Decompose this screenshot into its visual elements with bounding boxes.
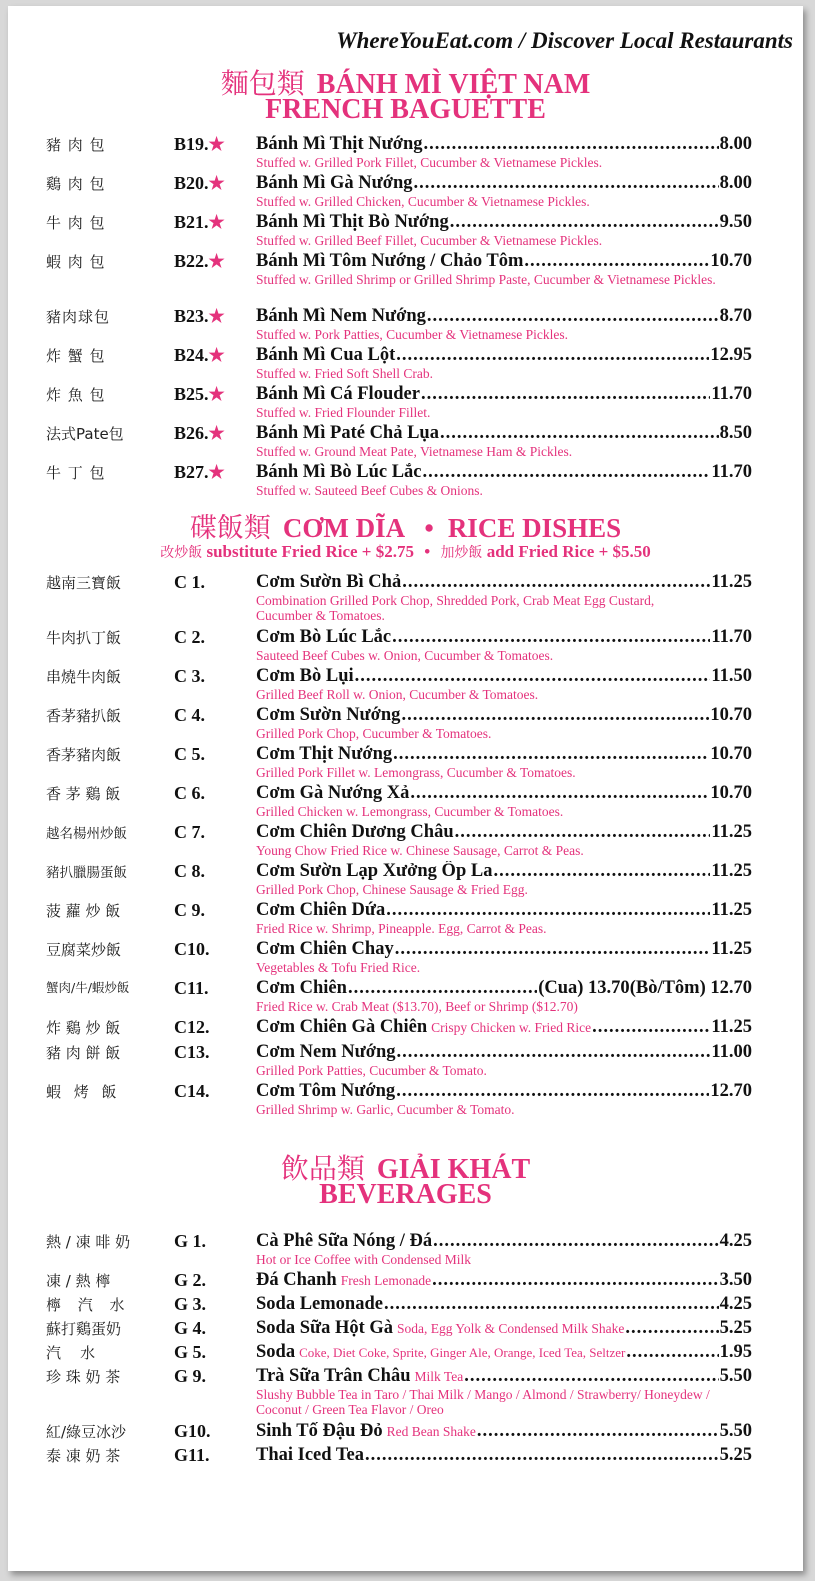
item-line	[256, 1294, 752, 1315]
item-price: 11.70	[711, 462, 752, 482]
item-price: 5.50	[719, 1366, 752, 1386]
item-price: 11.25	[711, 900, 752, 920]
item-chinese-name: 菠 蘿 炒 飯	[46, 902, 121, 920]
item-price: 9.50	[719, 212, 752, 232]
item-line	[256, 627, 752, 648]
item-description: Stuffed w. Ground Meat Pate, Vietnamese Ham & Pickles.	[256, 444, 573, 459]
item-name: Cơm Gà Nướng Xả	[256, 783, 410, 803]
item-code: G 5.	[174, 1342, 207, 1362]
item-code: C 1.	[174, 572, 205, 592]
item-chinese-name: 檸 汽 水	[46, 1296, 131, 1314]
item-line	[256, 1421, 752, 1442]
item-price: 11.70	[711, 627, 752, 647]
rice-title-en: RICE DISHES	[447, 513, 622, 543]
item-price: 12.70	[710, 1081, 752, 1101]
item-code: C 2.	[174, 627, 205, 647]
item-code: C13.	[174, 1042, 210, 1062]
item-chinese-name: 串燒牛肉飯	[46, 668, 122, 686]
item-price: 10.70	[710, 783, 752, 803]
item-description: Stuffed w. Grilled Shrimp or Grilled Shrimp Paste, Cucumber & Vietnamese Pickles.	[256, 272, 716, 287]
item-name: Cơm Sườn Bì Chả	[256, 572, 402, 592]
item-line	[256, 1270, 752, 1291]
item-chinese-name: 牛 丁 包	[46, 464, 106, 482]
item-price: 11.25	[711, 1017, 752, 1037]
item-name: Bánh Mì Tôm Nướng / Chảo Tôm	[256, 251, 524, 271]
item-name: Cơm Bò Lúc Lắc	[256, 627, 392, 647]
item-name: Cơm Chiên Dứa	[256, 900, 386, 920]
item-name: Sinh Tố Đậu Đỏ	[256, 1421, 383, 1441]
item-inline-description: Soda, Egg Yolk & Condensed Milk Shake	[397, 1321, 625, 1336]
item-inline-description: Crispy Chicken w. Fried Rice	[431, 1020, 592, 1035]
star-icon: ★	[208, 345, 225, 365]
item-price: 4.25	[719, 1294, 752, 1314]
item-line	[256, 939, 752, 960]
beverages-title-cn: 飲品類	[280, 1152, 365, 1185]
item-line	[256, 173, 752, 194]
item-code: G 2.	[174, 1270, 207, 1290]
item-chinese-name: 熱 / 凍 啡 奶	[46, 1233, 131, 1251]
item-description: Grilled Beef Roll w. Onion, Cucumber & Tomatoes.	[256, 687, 539, 702]
item-code: B26.★	[174, 423, 225, 443]
item-description: Grilled Chicken w. Lemongrass, Cucumber & Tomatoes.	[256, 804, 564, 819]
item-name: Cơm Tôm Nướng	[256, 1081, 396, 1101]
item-price: 11.25	[711, 939, 752, 959]
item-name: Cơm Chiên Gà Chiên	[256, 1017, 428, 1037]
item-code: G11.	[174, 1445, 210, 1465]
star-icon: ★	[208, 251, 225, 271]
item-price: 12.95	[710, 345, 752, 365]
item-code: C 8.	[174, 861, 205, 881]
item-line	[256, 822, 752, 843]
item-chinese-name: 炸 魚 包	[46, 386, 106, 404]
item-code: B21.★	[174, 212, 225, 232]
item-line	[256, 251, 752, 272]
item-chinese-name: 蘇打鷄蛋奶	[46, 1320, 122, 1338]
item-code: G 3.	[174, 1294, 207, 1314]
item-chinese-name: 豬肉球包	[46, 308, 111, 326]
rice-title-vn: CƠM DĨA	[282, 513, 404, 543]
item-code: G 9.	[174, 1366, 207, 1386]
item-chinese-name: 香 茅 鷄 飯	[46, 785, 121, 803]
item-line	[256, 1318, 752, 1339]
item-chinese-name: 牛肉扒丁飯	[46, 629, 122, 647]
item-line	[256, 978, 752, 999]
item-price: 11.25	[711, 822, 752, 842]
star-icon: ★	[208, 306, 225, 326]
item-price: 5.25	[719, 1318, 752, 1338]
item-description: Grilled Pork Fillet w. Lemongrass, Cucumber & Tomatoes.	[256, 765, 576, 780]
item-line	[256, 306, 752, 327]
item-price: 8.00	[719, 134, 752, 154]
item-code: B22.★	[174, 251, 225, 271]
item-line	[256, 705, 752, 726]
item-code: C 4.	[174, 705, 205, 725]
item-name: Cơm Thịt Nướng	[256, 744, 393, 764]
item-price: 3.50	[719, 1270, 752, 1290]
item-name: Cơm Sườn Lạp Xưởng Ốp La	[256, 861, 493, 881]
item-name: Thai Iced Tea	[256, 1445, 364, 1465]
item-description: Slushy Bubble Tea in Taro / Thai Milk / Mango / Almond / Strawberry/ Honeydew / Coconut / Green Tea Flavor / Oreo	[256, 1387, 710, 1417]
item-line	[256, 1445, 752, 1466]
item-inline-description: Red Bean Shake	[386, 1424, 476, 1439]
beverages-title-en: BEVERAGES	[319, 1179, 492, 1210]
item-name: Bánh Mì Paté Chả Lụa	[256, 423, 439, 443]
item-code: C10.	[174, 939, 210, 959]
item-description: Fried Rice w. Crab Meat ($13.70), Beef or Shrimp ($12.70)	[256, 999, 578, 1014]
watermark-text: WhereYouEat.com / Discover Local Restaurants	[336, 28, 793, 53]
item-name: Cơm Chiên	[256, 978, 347, 998]
item-name: Bánh Mì Cua Lột	[256, 345, 396, 365]
star-icon: ★	[208, 212, 225, 232]
item-price: 10.70	[710, 251, 752, 271]
item-code: C 5.	[174, 744, 205, 764]
item-name: Soda Lemonade	[256, 1294, 383, 1314]
item-description: Grilled Pork Chop, Chinese Sausage & Fried Egg.	[256, 882, 528, 897]
item-chinese-name: 豬扒臘腸蛋飯	[46, 865, 127, 881]
banh-mi-title-vn: BÁNH MÌ VIỆT NAM	[316, 69, 591, 100]
item-chinese-name: 汽 水	[46, 1344, 96, 1362]
item-description: Stuffed w. Grilled Beef Fillet, Cucumber & Vietnamese Pickles.	[256, 233, 603, 248]
item-line	[256, 1017, 752, 1038]
item-line	[256, 1081, 752, 1102]
item-chinese-name: 蝦 肉 包	[46, 253, 106, 271]
item-price: 11.50	[711, 666, 752, 686]
item-description: Fried Rice w. Shrimp, Pineapple. Egg, Carrot & Peas.	[256, 921, 547, 936]
item-description: Stuffed w. Fried Flounder Fillet.	[256, 405, 431, 420]
rice-title-cn: 碟飯類	[189, 513, 271, 544]
item-line	[256, 1366, 752, 1387]
item-chinese-name: 香茅豬肉飯	[46, 746, 122, 764]
item-description: Grilled Pork Patties, Cucumber & Tomato.	[256, 1063, 487, 1078]
item-chinese-name: 牛 肉 包	[46, 214, 106, 232]
item-name: Đá Chanh	[256, 1270, 337, 1290]
item-code: B25.★	[174, 384, 225, 404]
item-description: Sauteed Beef Cubes w. Onion, Cucumber & Tomatoes.	[256, 648, 554, 663]
item-line	[256, 1231, 752, 1252]
item-line	[256, 900, 752, 921]
item-price: 10.70	[710, 744, 752, 764]
star-icon: ★	[208, 173, 225, 193]
item-price: 5.50	[719, 1421, 752, 1441]
item-line	[256, 423, 752, 444]
item-price: 4.25	[719, 1231, 752, 1251]
item-price: (Bò/Tôm) 12.70	[629, 978, 752, 998]
item-line	[256, 783, 752, 804]
item-description: Grilled Pork Chop, Cucumber & Tomatoes.	[256, 726, 492, 741]
star-icon: ★	[208, 462, 225, 482]
item-price: 8.70	[719, 306, 752, 326]
item-name: Bánh Mì Bò Lúc Lắc	[256, 462, 422, 482]
item-line	[256, 1342, 752, 1363]
item-code: B27.★	[174, 462, 225, 482]
item-name: Bánh Mì Nem Nướng	[256, 306, 426, 326]
item-name: Cơm Sườn Nướng	[256, 705, 401, 725]
banh-mi-title-cn: 麵包類	[220, 67, 305, 100]
item-description: Combination Grilled Pork Chop, Shredded Pork, Crab Meat Egg Custard, Cucumber & Tomatoes.	[256, 593, 655, 623]
item-code: C 7.	[174, 822, 205, 842]
banh-mi-title-en: FRENCH BAGUETTE	[265, 94, 546, 125]
item-code: G 4.	[174, 1318, 207, 1338]
item-chinese-name: 越南三寶飯	[46, 574, 122, 592]
item-description: Hot or Ice Coffee with Condensed Milk	[256, 1252, 471, 1267]
item-name: Cơm Nem Nướng	[256, 1042, 396, 1062]
item-code: C11.	[174, 978, 209, 998]
item-chinese-name: 法式Pate包	[46, 425, 124, 443]
beverages-title-vn: GIẢI KHÁT	[376, 1154, 531, 1185]
item-name: Bánh Mì Thịt Nướng	[256, 134, 423, 154]
menu-page	[8, 6, 803, 1571]
item-chinese-name: 鷄 肉 包	[46, 175, 106, 193]
rice-substitute-note: 改炒飯 substitute Fried Rice + $2.75 • 加炒飯 add Fried Rice + $5.50	[160, 542, 651, 561]
item-code: G 1.	[174, 1231, 207, 1251]
item-line	[256, 666, 752, 687]
item-price: 10.70	[710, 705, 752, 725]
item-description: Stuffed w. Pork Patties, Cucumber & Vietnamese Pickles.	[256, 327, 569, 342]
item-line	[256, 1042, 752, 1063]
item-chinese-name: 蟹肉/牛/蝦炒飯	[46, 980, 130, 995]
item-chinese-name: 豬 肉 包	[46, 136, 106, 154]
item-chinese-name: 豬 肉 餅 飯	[46, 1044, 121, 1062]
item-code: B23.★	[174, 306, 225, 326]
item-chinese-name: 豆腐菜炒飯	[46, 941, 122, 959]
item-price: 8.00	[719, 173, 752, 193]
item-chinese-name: 泰 凍 奶 茶	[46, 1447, 121, 1465]
item-description: Stuffed w. Grilled Pork Fillet, Cucumber & Vietnamese Pickles.	[256, 155, 603, 170]
item-name: Cà Phê Sữa Nóng / Đá	[256, 1231, 433, 1251]
item-name: Trà Sữa Trân Châu	[256, 1366, 411, 1386]
item-code: C 3.	[174, 666, 205, 686]
item-chinese-name: 炸 鷄 炒 飯	[46, 1019, 121, 1037]
item-description: Grilled Shrimp w. Garlic, Cucumber & Tomato.	[256, 1102, 515, 1117]
item-line	[256, 861, 752, 882]
item-name: Cơm Chiên Dương Châu	[256, 822, 454, 842]
item-name: Soda Sữa Hột Gà	[256, 1318, 394, 1338]
item-name: Cơm Bò Lụi	[256, 666, 354, 686]
title-bullet: •	[424, 513, 434, 543]
item-name: Cơm Chiên Chay	[256, 939, 394, 959]
item-name: Bánh Mì Cá Flouder	[256, 384, 420, 404]
item-code: B20.★	[174, 173, 225, 193]
item-line	[256, 744, 752, 765]
item-price: 5.25	[719, 1445, 752, 1465]
item-description: Young Chow Fried Rice w. Chinese Sausage, Carrot & Peas.	[256, 843, 584, 858]
item-code: C12.	[174, 1017, 210, 1037]
item-chinese-name: 炸 蟹 包	[46, 347, 106, 365]
star-icon: ★	[208, 423, 225, 443]
item-line	[256, 134, 752, 155]
item-code: C14.	[174, 1081, 210, 1101]
item-code: C 9.	[174, 900, 205, 920]
item-description: Vegetables & Tofu Fried Rice.	[256, 960, 421, 975]
item-code: G10.	[174, 1421, 211, 1441]
item-description: Stuffed w. Grilled Chicken, Cucumber & Vietnamese Pickles.	[256, 194, 590, 209]
item-line	[256, 345, 752, 366]
item-code: C 6.	[174, 783, 205, 803]
item-chinese-name: 珍 珠 奶 茶	[46, 1368, 121, 1386]
item-inline-description: Fresh Lemonade	[340, 1273, 432, 1288]
item-chinese-name: 紅/綠豆冰沙	[46, 1423, 127, 1441]
item-price: 1.95	[719, 1342, 752, 1362]
item-chinese-name: 蝦 烤 飯	[46, 1083, 121, 1101]
item-code: B19.★	[174, 134, 225, 154]
item-price-crab: (Cua) 13.70	[538, 978, 630, 998]
item-line	[256, 462, 752, 483]
item-description: Stuffed w. Fried Soft Shell Crab.	[256, 366, 433, 381]
item-inline-description: Coke, Diet Coke, Sprite, Ginger Ale, Orange, Iced Tea, Seltzer	[299, 1345, 626, 1360]
item-price: 11.25	[711, 861, 752, 881]
item-chinese-name: 越名楊州炒飯	[46, 826, 127, 842]
rice-title	[8, 506, 803, 545]
item-line	[256, 212, 752, 233]
item-name: Bánh Mì Thịt Bò Nướng	[256, 212, 449, 232]
item-price: 11.00	[711, 1042, 752, 1062]
item-name: Soda	[256, 1342, 296, 1362]
item-line	[256, 572, 752, 593]
item-price: 11.70	[711, 384, 752, 404]
item-inline-description: Milk Tea	[414, 1369, 464, 1384]
item-line	[256, 384, 752, 405]
item-chinese-name: 凍 / 熱 檸	[46, 1272, 111, 1290]
star-icon: ★	[208, 384, 225, 404]
item-price: 8.50	[719, 423, 752, 443]
item-chinese-name: 香茅豬扒飯	[46, 707, 122, 725]
item-code: B24.★	[174, 345, 225, 365]
item-name: Bánh Mì Gà Nướng	[256, 173, 413, 193]
star-icon: ★	[208, 134, 225, 154]
item-description: Stuffed w. Sauteed Beef Cubes & Onions.	[256, 483, 483, 498]
item-price: 11.25	[711, 572, 752, 592]
